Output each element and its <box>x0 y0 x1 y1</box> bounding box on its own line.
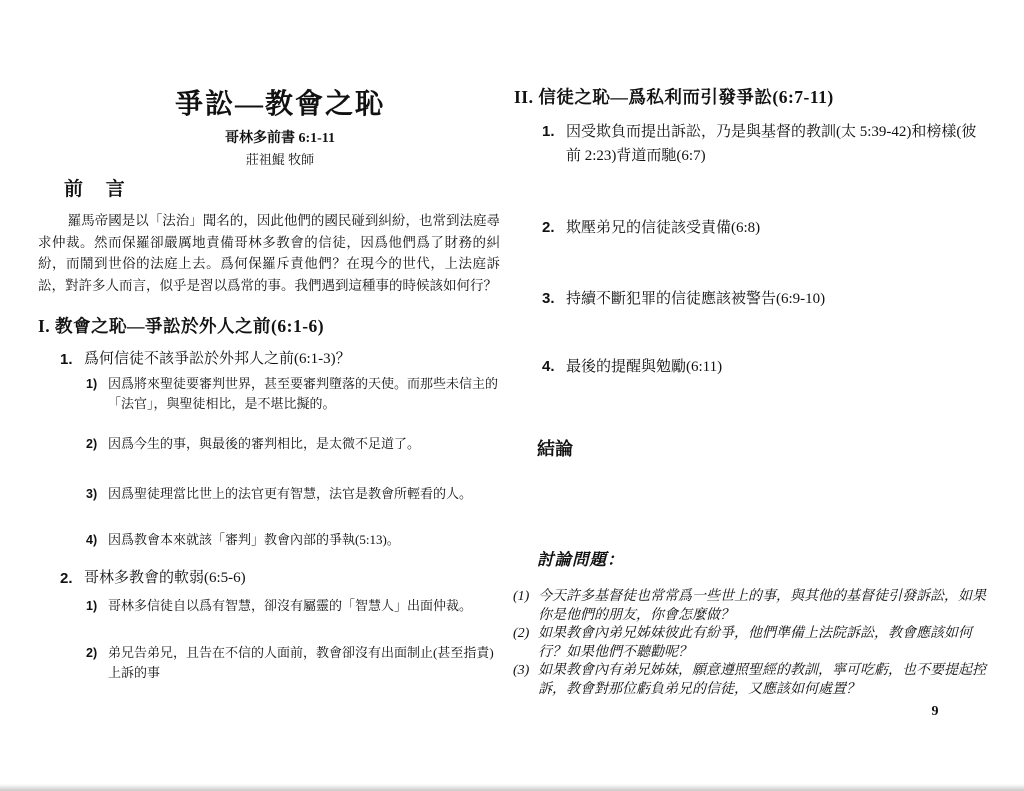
list-item-2 <box>60 567 496 590</box>
question-number: (1) <box>513 589 530 604</box>
subitem-text: 弟兄告弟兄，且告在不信的人面前，教會卻沒有出面制止(甚至指責)上訴的事 <box>108 645 494 680</box>
list-item-r2 <box>542 216 988 240</box>
subitem-number: 1) <box>86 377 98 391</box>
section-1-heading: I. 教會之恥—爭訟於外人之前(6:1-6) <box>38 316 325 336</box>
subitem-text: 哥林多信徒自以爲有智慧，卻沒有屬靈的「智慧人」出面仲裁。 <box>108 598 473 613</box>
question-1 <box>513 588 989 625</box>
item-number: 4. <box>542 358 555 375</box>
list-item-r3 <box>542 287 988 311</box>
discussion-heading: 討論問題： <box>537 550 625 569</box>
item-number: 1. <box>60 351 73 368</box>
item-number: 2. <box>542 219 555 236</box>
subitem-text: 因爲教會本來就該「審判」教會內部的爭執(5:13)。 <box>108 532 400 547</box>
discussion-questions <box>513 588 989 699</box>
question-text: 如果教會內有弟兄姊妹，願意遵照聖經的教訓，寧可吃虧，也不要提起控訴，教會對那位虧負弟兄的信徒，又應該如何處置？ <box>538 663 986 697</box>
preface-heading: 前 言 <box>64 179 134 200</box>
subitem-number: 1) <box>86 599 98 613</box>
subitem-number: 4) <box>86 533 98 547</box>
item-text: 持續不斷犯罪的信徒應該被警告(6:9-10) <box>566 291 826 307</box>
question-text: 今天許多基督徒也常常爲一些世上的事，與其他的基督徒引發訴訟，如果你是他們的朋友，你會怎麼做？ <box>538 589 986 623</box>
list-subitem-1-3 <box>86 484 498 504</box>
page-number: 9 <box>931 704 939 719</box>
list-item-r1 <box>542 120 988 168</box>
subitem-text: 因爲聖徒理當比世上的法官更有智慧，法官是教會所輕看的人。 <box>108 486 473 501</box>
question-text: 如果教會內弟兄姊妹彼此有紛爭，他們準備上法院訴訟，教會應該如何行？如果他們不聽勸呢？ <box>538 626 972 660</box>
scan-edge-artifact <box>0 784 1024 791</box>
item-text: 哥林多教會的軟弱(6:5-6) <box>84 570 246 586</box>
item-text: 最後的提醒與勉勵(6:11) <box>566 359 723 375</box>
subitem-text: 因爲將來聖徒要審判世界，甚至要審判墮落的天使。而那些未信主的「法官」，與聖徒相比，是不堪比擬的。 <box>108 376 499 411</box>
list-item-1 <box>60 348 496 371</box>
list-subitem-2-2 <box>86 643 498 683</box>
question-number: (3) <box>513 663 530 678</box>
item-text: 爲何信徒不該爭訟於外邦人之前(6:1-3)？ <box>84 351 351 367</box>
question-number: (2) <box>513 626 530 641</box>
conclusion-heading: 結論 <box>537 439 573 459</box>
item-number: 3. <box>542 290 555 307</box>
question-2 <box>513 625 989 662</box>
list-subitem-1-1 <box>86 374 498 414</box>
subitem-number: 2) <box>86 646 98 660</box>
preface-paragraph: 羅馬帝國是以「法治」聞名的，因此他們的國民碰到糾紛，也常到法庭尋求仲裁。然而保羅卻嚴厲地責備哥林多教會的信徒，因爲他們爲了財務的糾紛，而鬧到世俗的法庭上去。爲何保羅斥責他們？在現今的世代，上法庭訴訟，對許多人而言，似乎是習以爲常的事。我們遇到這種事的時候該如何行？ <box>38 213 500 293</box>
subitem-number: 2) <box>86 437 98 451</box>
item-text: 因受欺負而提出訴訟，乃是與基督的教訓(太 5:39-42)和榜樣(彼前 2:23)背道而馳(6:7) <box>566 124 977 164</box>
list-subitem-1-2 <box>86 434 498 454</box>
item-number: 1. <box>542 123 555 140</box>
item-number: 2. <box>60 570 73 587</box>
item-text: 欺壓弟兄的信徒該受責備(6:8) <box>566 220 761 236</box>
section-2-heading: II. 信徒之恥—爲私利而引發爭訟(6:7-11) <box>514 87 834 107</box>
author-line: 莊祖鯤 牧師 <box>245 152 315 167</box>
subitem-text: 因爲今生的事，與最後的審判相比，是太微不足道了。 <box>108 436 421 451</box>
subitem-number: 3) <box>86 487 98 501</box>
list-subitem-2-1 <box>86 596 498 616</box>
page-title: 爭訟—教會之恥 <box>174 89 385 120</box>
scripture-reference: 哥林多前書 6:1-11 <box>224 131 336 146</box>
list-item-r4 <box>542 355 988 379</box>
list-subitem-1-4 <box>86 530 498 550</box>
question-3 <box>513 662 989 699</box>
